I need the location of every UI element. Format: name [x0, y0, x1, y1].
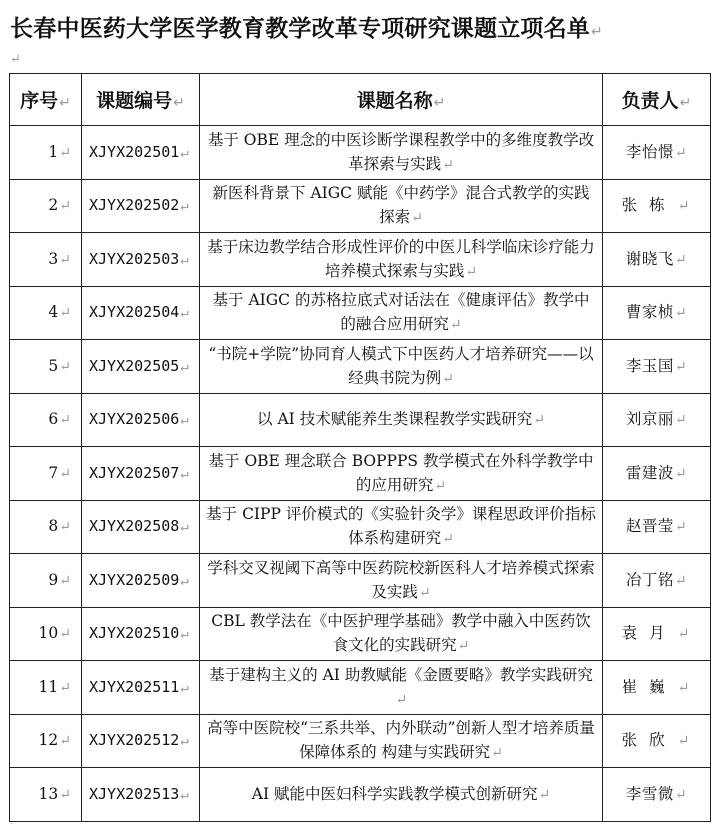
paragraph-mark-icon: ↵	[59, 305, 71, 322]
table-row	[10, 714, 711, 768]
table-row	[10, 393, 711, 447]
cell-code-text: XJYX202503	[89, 249, 180, 268]
header-serial: 序号↵	[10, 74, 82, 126]
cell-code-text: XJYX202504	[89, 303, 180, 322]
paragraph-mark-icon: ↵	[180, 305, 189, 322]
table-row	[10, 286, 711, 340]
paragraph-mark-icon: ↵	[411, 210, 423, 227]
cell-leader	[603, 768, 711, 822]
paragraph-mark-icon: ↵	[457, 638, 470, 655]
cell-code	[82, 126, 200, 180]
cell-serial-text: 8	[48, 517, 59, 536]
paragraph-mark-icon: ↵	[491, 745, 503, 762]
cell-leader-text: 曹家桢	[625, 303, 674, 322]
paragraph-mark-icon: ↵	[442, 370, 454, 387]
paragraph-mark-icon: ↵	[533, 412, 545, 429]
paragraph-mark-icon: ↵	[59, 412, 71, 429]
table-row	[10, 768, 711, 822]
cell-serial-text: 7	[48, 463, 59, 482]
cell-leader-text: 谢晓飞	[625, 249, 674, 268]
paragraph-mark-icon: ↵	[59, 198, 71, 215]
cell-title-text: 基于建构主义的 AI 助教赋能《金匮要略》教学实践研究	[209, 665, 593, 684]
cell-leader	[603, 126, 711, 180]
table-row	[10, 607, 711, 661]
cell-code-text: XJYX202502	[89, 196, 180, 215]
paragraph-mark-icon: ↵	[674, 144, 688, 161]
end-mark: ·	[10, 819, 14, 830]
document-title	[10, 10, 710, 43]
table-row	[10, 126, 711, 180]
cell-title-text: 学科交叉视阈下高等中医药院校新医科人才培养模式探索及实践	[207, 558, 595, 601]
cell-code	[82, 714, 200, 768]
paragraph-mark-icon: ↵	[674, 572, 688, 589]
paragraph-mark-icon: ↵	[674, 519, 688, 536]
cell-code-text: XJYX202513	[89, 784, 180, 803]
cell-leader	[603, 554, 711, 608]
cell-title	[200, 393, 603, 447]
cell-leader	[603, 500, 711, 554]
paragraph-mark-icon: ↵	[180, 626, 189, 643]
cell-code	[82, 447, 200, 501]
cell-leader	[603, 340, 711, 394]
cell-serial	[10, 126, 82, 180]
paragraph-mark-icon: ↵	[677, 626, 702, 643]
paragraph-mark-icon: ↵	[674, 358, 688, 375]
cell-code-text: XJYX202510	[89, 624, 180, 643]
cell-serial	[10, 393, 82, 447]
cell-serial	[10, 554, 82, 608]
paragraph-mark-icon: ↵	[677, 679, 702, 696]
paragraph-mark-icon: ↵	[677, 198, 702, 215]
cell-serial-text: 11	[38, 677, 59, 696]
table-row	[10, 554, 711, 608]
paragraph-mark-icon: ↵	[674, 786, 688, 803]
paragraph-mark-icon: ↵	[433, 95, 446, 111]
cell-serial-text: 5	[48, 356, 59, 375]
paragraph-mark-icon: ↵	[442, 156, 454, 173]
cell-code-text: XJYX202505	[89, 356, 180, 375]
blank-paragraph-mark-icon: ↵	[10, 52, 21, 67]
cell-code	[82, 286, 200, 340]
paragraph-mark-icon: ↵	[59, 519, 71, 536]
cell-title	[200, 340, 603, 394]
cell-leader-text: 雷建波	[625, 463, 674, 482]
cell-serial	[10, 286, 82, 340]
paragraph-mark-icon: ↵	[173, 95, 185, 111]
table-header-row	[10, 74, 711, 126]
cell-serial-text: 3	[48, 249, 59, 268]
cell-leader-text: 赵晋莹	[625, 517, 674, 536]
cell-serial-text: 10	[38, 624, 59, 643]
paragraph-mark-icon: ↵	[674, 305, 688, 322]
cell-leader	[603, 179, 711, 233]
cell-serial-text: 6	[48, 410, 59, 429]
paragraph-mark-icon: ↵	[679, 95, 692, 111]
cell-title	[200, 768, 603, 822]
cell-code-text: XJYX202511	[89, 677, 180, 696]
paragraph-mark-icon: ↵	[180, 733, 189, 750]
cell-code	[82, 607, 200, 661]
cell-leader	[603, 661, 711, 715]
header-code: 课题编号↵	[82, 74, 200, 126]
header-title: 课题名称↵	[200, 74, 603, 126]
cell-code-text: XJYX202507	[89, 463, 180, 482]
cell-serial	[10, 714, 82, 768]
paragraph-mark-icon: ↵	[674, 251, 688, 268]
cell-leader	[603, 714, 711, 768]
cell-title	[200, 126, 603, 180]
table-row	[10, 447, 711, 501]
cell-title-text: 基于床边教学结合形成性评价的中医儿科学临床诊疗能力培养模式探索与实践	[207, 237, 595, 280]
cell-serial	[10, 447, 82, 501]
cell-leader-text: 崔巍	[621, 677, 677, 696]
cell-title-text: 新医科背景下 AIGC 赋能《中药学》混合式教学的实践探索	[212, 184, 590, 227]
paragraph-mark-icon: ↵	[465, 263, 478, 280]
paragraph-mark-icon: ↵	[59, 358, 71, 375]
paragraph-mark-icon: ↵	[180, 519, 189, 536]
cell-leader-text: 袁月	[621, 624, 677, 643]
paragraph-mark-icon: ↵	[442, 531, 454, 548]
title-text: 长春中医药大学医学教育教学改革专项研究课题立项名单	[10, 16, 590, 42]
cell-serial-text: 1	[48, 142, 59, 161]
paragraph-mark-icon: ↵	[538, 786, 551, 803]
paragraph-mark-icon: ↵	[59, 95, 71, 111]
cell-code	[82, 179, 200, 233]
paragraph-mark-icon: ↵	[180, 679, 189, 696]
cell-title	[200, 500, 603, 554]
cell-title-text: AI 赋能中医妇科学实践教学模式创新研究	[251, 784, 538, 803]
paragraph-mark-icon: ↵	[180, 412, 189, 429]
cell-leader-text: 刘京丽	[625, 410, 674, 429]
cell-code-text: XJYX202512	[89, 731, 180, 750]
table-row	[10, 500, 711, 554]
cell-title-text: 基于 CIPP 评价模式的《实验针灸学》课程思政评价指标体系构建研究	[206, 505, 596, 548]
paragraph-mark-icon: ↵	[449, 317, 462, 334]
cell-title-text: “书院+学院”协同育人模式下中医药人才培养研究——以经典书院为例	[208, 344, 594, 387]
cell-leader-text: 李怡憬	[625, 142, 674, 161]
cell-title-text: 基于 OBE 理念的中医诊断学课程教学中的多维度教学改革探索与实践	[207, 130, 595, 173]
cell-serial	[10, 661, 82, 715]
cell-leader	[603, 393, 711, 447]
paragraph-mark-icon: ↵	[180, 144, 189, 161]
cell-serial	[10, 179, 82, 233]
paragraph-mark-icon: ↵	[395, 691, 408, 708]
cell-title-text: 高等中医院校“三系共举、内外联动”创新人型才培养质量保障体系的 构建与实践研究	[207, 719, 595, 762]
cell-code-text: XJYX202506	[89, 410, 180, 429]
paragraph-mark-icon: ↵	[59, 572, 71, 589]
project-list-table	[9, 73, 711, 822]
cell-leader	[603, 286, 711, 340]
paragraph-mark-icon: ↵	[59, 144, 71, 161]
paragraph-mark-icon: ↵	[59, 733, 71, 750]
paragraph-mark-icon: ↵	[434, 477, 447, 494]
cell-code-text: XJYX202508	[89, 517, 180, 536]
cell-code	[82, 340, 200, 394]
cell-title	[200, 607, 603, 661]
cell-title-text: 基于 AIGC 的苏格拉底式对话法在《健康评估》教学中的融合应用研究	[212, 291, 590, 334]
cell-title	[200, 286, 603, 340]
cell-serial-text: 9	[48, 570, 59, 589]
cell-code-text: XJYX202501	[89, 142, 180, 161]
cell-code	[82, 500, 200, 554]
paragraph-mark-icon: ↵	[59, 251, 71, 268]
paragraph-mark-icon: ↵	[180, 358, 189, 375]
cell-leader-text: 李玉国	[625, 356, 674, 375]
cell-serial	[10, 233, 82, 287]
cell-code	[82, 393, 200, 447]
paragraph-mark-icon: ↵	[59, 465, 71, 482]
table-row	[10, 179, 711, 233]
paragraph-mark-icon: ↵	[180, 465, 189, 482]
paragraph-mark-icon: ↵	[180, 251, 189, 268]
cell-serial	[10, 768, 82, 822]
cell-leader-text: 张栋	[621, 196, 677, 215]
cell-leader	[603, 447, 711, 501]
cell-serial-text: 13	[38, 784, 59, 803]
cell-code-text: XJYX202509	[89, 570, 180, 589]
paragraph-mark-icon: ↵	[180, 786, 189, 803]
cell-title	[200, 447, 603, 501]
cell-title	[200, 554, 603, 608]
cell-serial-text: 12	[38, 731, 59, 750]
paragraph-mark-icon: ↵	[180, 572, 189, 589]
cell-title-text: CBL 教学法在《中医护理学基础》教学中融入中医药饮食文化的实践研究	[211, 612, 591, 655]
cell-code	[82, 233, 200, 287]
table-row	[10, 661, 711, 715]
cell-serial-text: 4	[48, 303, 59, 322]
cell-serial	[10, 340, 82, 394]
cell-leader-text: 李雪微	[625, 784, 674, 803]
paragraph-mark-icon: ↵	[674, 412, 688, 429]
cell-title	[200, 233, 603, 287]
header-leader: 负责人↵	[603, 74, 711, 126]
paragraph-mark-icon: ↵	[180, 198, 189, 215]
paragraph-mark-icon: ↵	[59, 786, 71, 803]
cell-leader	[603, 607, 711, 661]
cell-serial-text: 2	[48, 196, 59, 215]
cell-leader	[603, 233, 711, 287]
table-row	[10, 233, 711, 287]
cell-leader-text: 张欣	[621, 731, 677, 750]
paragraph-mark-icon: ↵	[677, 733, 702, 750]
paragraph-mark-icon: ↵	[59, 679, 71, 696]
cell-title-text: 以 AI 技术赋能养生类课程教学实践研究	[257, 410, 533, 429]
paragraph-mark-icon: ↵	[674, 465, 688, 482]
paragraph-mark-icon: ↵	[59, 626, 71, 643]
table-row	[10, 340, 711, 394]
cell-title	[200, 661, 603, 715]
cell-serial	[10, 500, 82, 554]
cell-title	[200, 714, 603, 768]
cell-code	[82, 661, 200, 715]
cell-title-text: 基于 OBE 理念联合 BOPPPS 教学模式在外科学教学中的应用研究	[208, 451, 594, 494]
cell-code	[82, 768, 200, 822]
paragraph-mark-icon: ↵	[418, 584, 431, 601]
cell-leader-text: 冶丁铭	[625, 570, 674, 589]
cell-code	[82, 554, 200, 608]
paragraph-mark-icon: ↵	[591, 24, 603, 40]
cell-title	[200, 179, 603, 233]
cell-serial	[10, 607, 82, 661]
